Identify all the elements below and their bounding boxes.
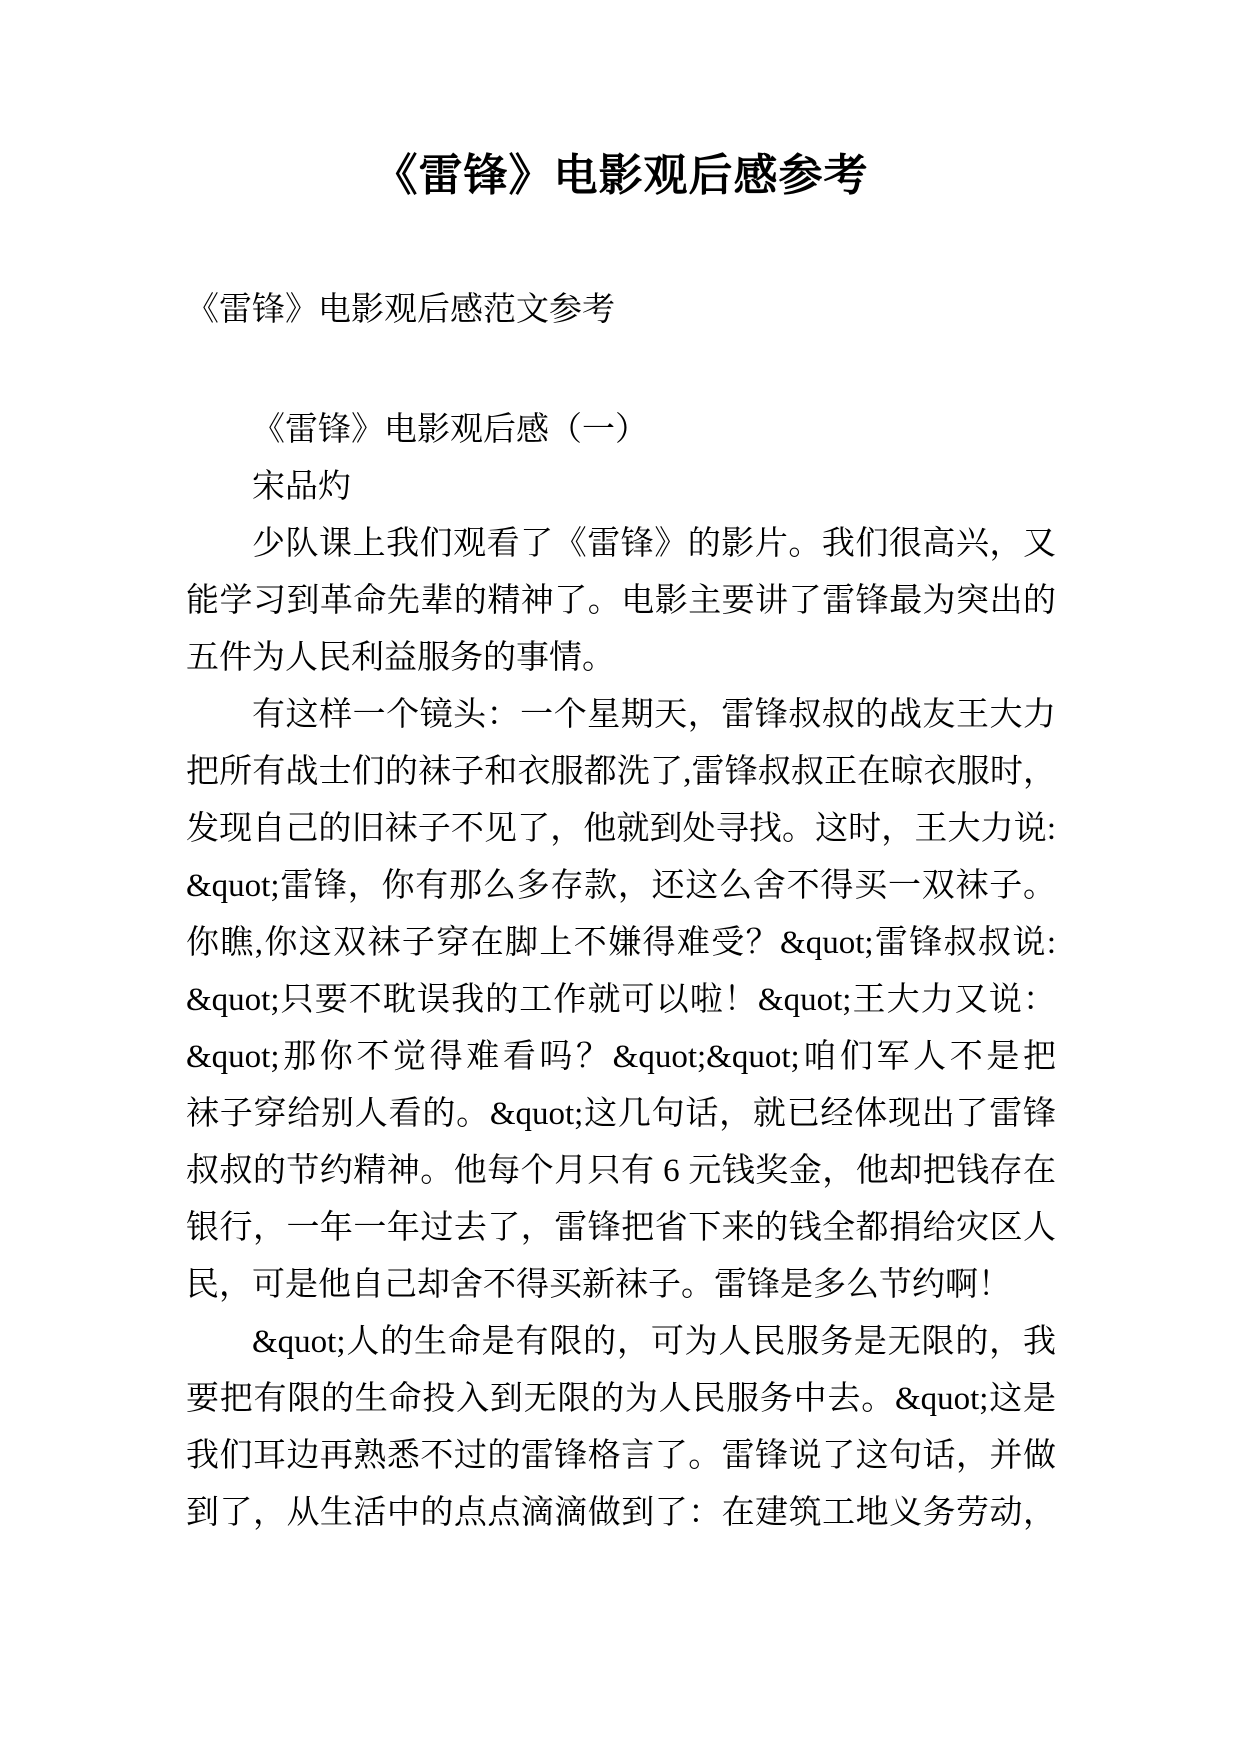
text-line: 叔叔的节约精神。他每个月只有 6 元钱奖金，他却把钱存在 [186,1153,1056,1189]
document-body [186,402,1056,1542]
page-title: 《雷锋》电影观后感参考 [373,151,869,200]
author-name: 宋品灼 [252,469,351,505]
text-line: 你瞧,你这双袜子穿在脚上不嫌得难受？&quot;雷锋叔叔说: [186,925,1056,961]
text-line: &quot;人的生命是有限的，可为人民服务是无限的，我 [252,1324,1056,1360]
text-line: &quot;只要不耽误我的工作就可以啦！&quot;王大力又说： [186,982,1056,1018]
section-heading: 《雷锋》电影观后感（一） [252,412,648,448]
text-line: 五件为人民利益服务的事情。 [186,640,615,676]
document-subtitle: 《雷锋》电影观后感范文参考 [186,292,615,328]
text-line: 要把有限的生命投入到无限的为人民服务中去。&quot;这是 [186,1381,1056,1417]
text-line: 发现自己的旧袜子不见了，他就到处寻找。这时，王大力说: [186,811,1056,847]
text-line: 到了，从生活中的点点滴滴做到了：在建筑工地义务劳动， [186,1495,1056,1531]
text-line: 把所有战士们的袜子和衣服都洗了,雷锋叔叔正在晾衣服时， [186,754,1056,790]
text-line: 银行，一年一年过去了，雷锋把省下来的钱全都捐给灾区人 [186,1210,1056,1246]
text-line: 有这样一个镜头：一个星期天，雷锋叔叔的战友王大力 [252,697,1056,733]
text-line: &quot;雷锋，你有那么多存款，还这么舍不得买一双袜子。 [186,868,1056,904]
text-line: 袜子穿给别人看的。&quot;这几句话，就已经体现出了雷锋 [186,1096,1056,1132]
text-line: 少队课上我们观看了《雷锋》的影片。我们很高兴，又 [252,526,1056,562]
text-line: 民，可是他自己却舍不得买新袜子。雷锋是多么节约啊！ [186,1267,1011,1303]
text-line: 我们耳边再熟悉不过的雷锋格言了。雷锋说了这句话，并做 [186,1438,1056,1474]
text-line: &quot;那你不觉得难看吗？&quot;&quot;咱们军人不是把 [186,1039,1056,1075]
text-line: 能学习到革命先辈的精神了。电影主要讲了雷锋最为突出的 [186,583,1056,619]
